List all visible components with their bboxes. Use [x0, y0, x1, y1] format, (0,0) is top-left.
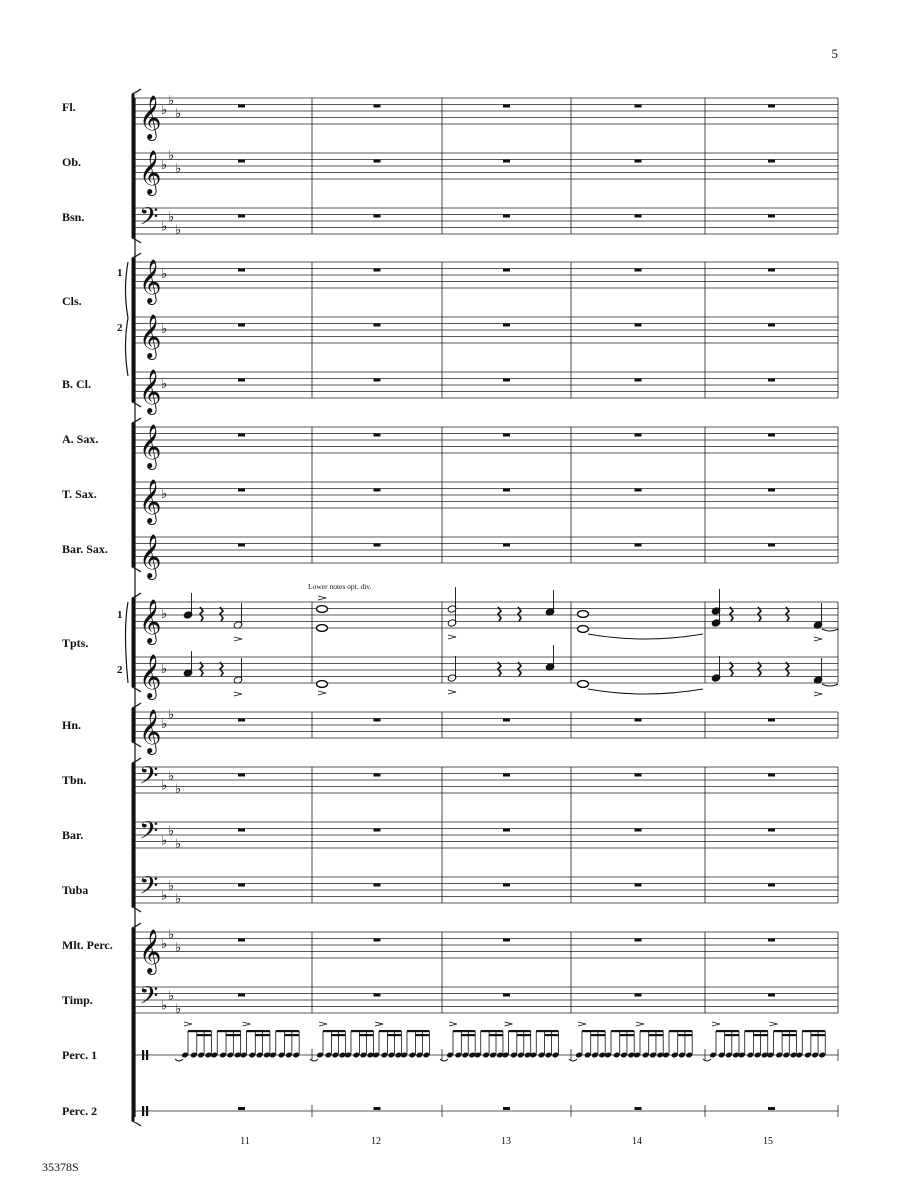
quarter-rest — [518, 662, 521, 676]
tie — [175, 1059, 183, 1061]
accent-mark — [319, 1022, 327, 1026]
flat-sign: ♭ — [175, 222, 182, 238]
bracket-hook — [132, 907, 141, 912]
staff-bsax — [135, 534, 838, 580]
whole-rest — [768, 829, 775, 832]
whole-rest — [238, 160, 245, 163]
catalog-number: 35378S — [42, 1160, 79, 1174]
flat-sign: ♭ — [161, 717, 168, 732]
bass-clef-icon: 𝄢 — [139, 761, 159, 797]
quarter-rest — [518, 607, 521, 621]
staff-mlt — [135, 927, 838, 975]
instrument-label-flute: Fl. — [62, 100, 76, 114]
trumpet-brace — [126, 602, 129, 683]
whole-rest — [635, 434, 642, 437]
measure-number-13: 13 — [501, 1136, 511, 1147]
staff-cl1 — [135, 259, 838, 305]
accent-mark — [712, 1022, 720, 1026]
note-beam — [323, 1030, 345, 1032]
whole-rest — [238, 324, 245, 327]
flat-sign: ♭ — [175, 940, 182, 956]
whole-rest — [374, 994, 381, 997]
whole-rest — [503, 160, 510, 163]
whole-rest — [374, 215, 381, 218]
accent-mark — [375, 1022, 383, 1026]
whole-rest — [635, 719, 642, 722]
bracket-hook — [132, 418, 141, 423]
staff-tbn — [135, 762, 838, 797]
quarter-rest — [200, 607, 203, 621]
treble-clef-icon: 𝄞 — [139, 929, 162, 973]
quarter-rest — [758, 662, 761, 676]
note-beam — [649, 1034, 664, 1036]
whole-rest — [374, 719, 381, 722]
flat-sign: ♭ — [161, 778, 168, 794]
instrument-label-bassoon: Bsn. — [62, 210, 85, 224]
staff-fl — [135, 93, 838, 141]
note-beam — [351, 1030, 373, 1032]
tie — [440, 1059, 448, 1061]
whole-rest — [768, 939, 775, 942]
note-beam — [745, 1030, 768, 1032]
treble-clef-icon: 𝄞 — [139, 479, 162, 523]
accent-mark — [814, 692, 822, 696]
whole-rest — [768, 160, 775, 163]
percussion-clef-icon — [146, 1050, 148, 1060]
flat-sign: ♭ — [168, 823, 175, 839]
instrument-label-mallet-perc: Mlt. Perc. — [62, 938, 113, 952]
whole-rest — [635, 774, 642, 777]
clarinet-division-2: 2 — [117, 322, 123, 334]
flat-sign: ♭ — [161, 888, 168, 904]
note-beam — [725, 1034, 739, 1036]
treble-clef-icon: 𝄞 — [139, 369, 162, 413]
quarter-rest — [220, 607, 223, 621]
bracket-hook — [132, 89, 141, 94]
note-beam — [285, 1034, 300, 1036]
whole-note — [578, 626, 589, 633]
flat-sign: ♭ — [168, 927, 175, 943]
whole-rest — [374, 160, 381, 163]
note-beam — [415, 1034, 429, 1036]
whole-rest — [374, 434, 381, 437]
note-beam — [536, 1030, 558, 1032]
tie — [310, 1059, 318, 1061]
flat-sign: ♭ — [161, 267, 168, 282]
flat-sign: ♭ — [175, 161, 182, 177]
tie — [588, 689, 703, 694]
whole-rest — [238, 939, 245, 942]
note-beam — [359, 1034, 373, 1036]
percussion-clef-icon — [146, 1106, 148, 1116]
instrument-label-trombone: Tbn. — [62, 773, 87, 787]
note-beam — [276, 1030, 299, 1032]
tie — [569, 1059, 577, 1061]
accent-mark — [243, 1022, 251, 1026]
whole-rest — [768, 215, 775, 218]
instrument-label-timpani: Timp. — [62, 993, 93, 1007]
whole-rest — [374, 269, 381, 272]
bass-clef-icon: 𝄢 — [139, 202, 159, 238]
flat-sign: ♭ — [161, 219, 168, 235]
whole-rest — [635, 160, 642, 163]
whole-rest — [374, 939, 381, 942]
whole-rest — [238, 434, 245, 437]
accent-mark — [318, 596, 326, 600]
treble-clef-icon: 𝄞 — [139, 709, 162, 753]
percussion-clef-icon — [142, 1106, 144, 1116]
whole-rest — [374, 1107, 381, 1110]
trumpet-notation — [183, 587, 838, 696]
whole-rest — [768, 324, 775, 327]
whole-rest — [503, 544, 510, 547]
staff-timp — [135, 982, 838, 1017]
whole-note — [317, 625, 328, 632]
whole-rest — [503, 1107, 510, 1110]
whole-rest — [238, 489, 245, 492]
staff-ob — [135, 148, 838, 196]
quarter-rest — [200, 662, 203, 676]
accent-mark — [184, 1022, 192, 1026]
note-beam — [678, 1034, 693, 1036]
whole-rest — [238, 1107, 245, 1110]
percussion-notation — [175, 1022, 826, 1061]
whole-rest — [503, 434, 510, 437]
whole-rest — [768, 269, 775, 272]
accent-mark — [770, 1022, 778, 1026]
whole-rest — [635, 105, 642, 108]
whole-rest — [238, 544, 245, 547]
flat-sign: ♭ — [168, 93, 175, 109]
note-beam — [217, 1030, 240, 1032]
accent-mark — [449, 1022, 457, 1026]
staff-asax — [135, 424, 838, 470]
instrument-label-bari-sax: Bar. Sax. — [62, 542, 108, 556]
treble-clef-icon: 𝄞 — [139, 314, 162, 358]
instrument-label-baritone: Bar. — [62, 828, 84, 842]
whole-rest — [503, 829, 510, 832]
flat-sign: ♭ — [168, 707, 175, 723]
flat-sign: ♭ — [161, 377, 168, 392]
flat-sign: ♭ — [168, 878, 175, 894]
clarinet-division-1: 1 — [117, 267, 123, 279]
whole-rest — [635, 884, 642, 887]
treble-clef-icon: 𝄞 — [139, 534, 162, 578]
quarter-rest — [730, 662, 733, 676]
note-beam — [802, 1030, 825, 1032]
whole-rest — [768, 379, 775, 382]
tie — [822, 629, 838, 631]
accent-mark — [505, 1022, 513, 1026]
note-beam — [774, 1030, 797, 1032]
flat-sign: ♭ — [161, 662, 168, 677]
measure-number-11: 11 — [240, 1136, 250, 1147]
note-beam — [582, 1030, 605, 1032]
whole-rest — [768, 1107, 775, 1110]
accent-mark — [448, 690, 456, 694]
accent-mark — [234, 692, 242, 696]
whole-rest — [374, 324, 381, 327]
measure-number-12: 12 — [371, 1136, 381, 1147]
staff-tsax — [135, 479, 838, 525]
whole-rest — [768, 544, 775, 547]
bracket-hook — [132, 703, 141, 708]
note-beam — [753, 1034, 767, 1036]
whole-rest — [768, 774, 775, 777]
flat-sign: ♭ — [175, 891, 182, 907]
accent-mark — [318, 691, 326, 695]
flat-sign: ♭ — [175, 781, 182, 797]
note-beam — [461, 1034, 475, 1036]
instrument-label-bass-clarinet: B. Cl. — [62, 377, 92, 391]
treble-clef-icon: 𝄞 — [139, 599, 162, 643]
whole-rest — [635, 544, 642, 547]
tie — [588, 634, 703, 639]
quarter-rest — [498, 662, 501, 676]
flat-sign: ♭ — [161, 487, 168, 502]
note-beam — [591, 1034, 606, 1036]
whole-rest — [503, 324, 510, 327]
quarter-rest — [730, 607, 733, 621]
whole-note — [578, 681, 589, 688]
note-beam — [407, 1030, 429, 1032]
instrument-label-tenor-sax: T. Sax. — [62, 487, 97, 501]
staff-bcl — [135, 369, 838, 415]
whole-rest — [635, 489, 642, 492]
accent-mark — [814, 637, 822, 641]
whole-rest — [635, 939, 642, 942]
note-beam — [545, 1034, 559, 1036]
accent-mark — [448, 635, 456, 639]
bracket-hook — [132, 923, 141, 928]
tie — [703, 1059, 711, 1061]
whole-rest — [768, 489, 775, 492]
instrument-label-clarinets: Cls. — [62, 294, 82, 308]
whole-rest — [503, 719, 510, 722]
bracket-hook — [132, 238, 141, 243]
whole-rest — [238, 829, 245, 832]
measure-number-15: 15 — [763, 1136, 773, 1147]
flat-sign: ♭ — [161, 833, 168, 849]
instrument-label-tuba: Tuba — [62, 883, 89, 897]
page-number: 5 — [831, 46, 838, 61]
whole-rest — [374, 379, 381, 382]
bracket-hook — [132, 593, 141, 598]
note-beam — [481, 1030, 503, 1032]
accent-mark — [234, 637, 242, 641]
instrument-label-horn: Hn. — [62, 718, 82, 732]
quarter-rest — [786, 607, 789, 621]
flat-sign: ♭ — [161, 103, 168, 118]
whole-rest — [503, 269, 510, 272]
flat-sign: ♭ — [161, 158, 168, 173]
flat-sign: ♭ — [168, 209, 175, 225]
whole-rest — [374, 489, 381, 492]
accent-mark — [636, 1022, 644, 1026]
treble-clef-icon: 𝄞 — [139, 424, 162, 468]
whole-rest — [768, 434, 775, 437]
note-beam — [197, 1034, 212, 1036]
whole-rest — [238, 105, 245, 108]
whole-rest — [635, 994, 642, 997]
treble-clef-icon: 𝄞 — [139, 150, 162, 194]
flat-sign: ♭ — [161, 998, 168, 1014]
whole-rest — [635, 324, 642, 327]
instrument-label-trumpets: Tpts. — [62, 636, 89, 650]
note-beam — [247, 1030, 270, 1032]
flat-sign: ♭ — [168, 988, 175, 1004]
whole-rest — [503, 489, 510, 492]
whole-rest — [503, 379, 510, 382]
whole-rest — [238, 215, 245, 218]
performance-note: Lower notes opt. div. — [308, 582, 372, 591]
note-beam — [517, 1034, 531, 1036]
tie — [822, 684, 838, 686]
instrument-label-perc-1: Perc. 1 — [62, 1048, 98, 1062]
bracket-hook — [132, 1121, 141, 1126]
note-beam — [226, 1034, 241, 1036]
quarter-rest — [498, 607, 501, 621]
bass-clef-icon: 𝄢 — [139, 981, 159, 1017]
instrument-label-perc-2: Perc. 2 — [62, 1104, 98, 1118]
whole-rest — [374, 544, 381, 547]
whole-rest — [503, 774, 510, 777]
note-beam — [716, 1030, 739, 1032]
whole-rest — [238, 994, 245, 997]
whole-rest — [374, 884, 381, 887]
flat-sign: ♭ — [161, 607, 168, 622]
treble-clef-icon: 𝄞 — [139, 259, 162, 303]
quarter-rest — [786, 662, 789, 676]
percussion-clef-icon — [142, 1050, 144, 1060]
whole-rest — [635, 829, 642, 832]
staff-hn — [135, 707, 838, 755]
staff-cl2 — [135, 314, 838, 360]
quarter-rest — [758, 607, 761, 621]
staff-tuba — [135, 872, 838, 907]
whole-rest — [503, 994, 510, 997]
bass-clef-icon: 𝄢 — [139, 871, 159, 907]
whole-rest — [768, 884, 775, 887]
whole-rest — [238, 379, 245, 382]
whole-rest — [238, 719, 245, 722]
treble-clef-icon: 𝄞 — [139, 95, 162, 139]
treble-clef-icon: 𝄞 — [139, 654, 162, 698]
trumpet-division-1: 1 — [117, 609, 123, 621]
whole-rest — [374, 105, 381, 108]
whole-rest — [374, 829, 381, 832]
bass-clef-icon: 𝄢 — [139, 816, 159, 852]
note-beam — [782, 1034, 796, 1036]
measure-number-14: 14 — [632, 1136, 642, 1147]
whole-rest — [635, 379, 642, 382]
whole-rest — [503, 215, 510, 218]
flat-sign: ♭ — [168, 768, 175, 784]
whole-rest — [768, 719, 775, 722]
clarinet-brace — [126, 262, 129, 376]
flat-sign: ♭ — [175, 106, 182, 122]
instrument-label-alto-sax: A. Sax. — [62, 432, 99, 446]
flat-sign: ♭ — [161, 322, 168, 337]
note-beam — [255, 1034, 270, 1036]
note-beam — [387, 1034, 401, 1036]
flat-sign: ♭ — [175, 836, 182, 852]
whole-rest — [635, 215, 642, 218]
note-beam — [620, 1034, 635, 1036]
flat-sign: ♭ — [168, 148, 175, 164]
whole-rest — [503, 939, 510, 942]
note-beam — [188, 1030, 211, 1032]
whole-note — [317, 681, 328, 688]
bracket-hook — [132, 253, 141, 258]
staff-bar — [135, 817, 838, 852]
whole-rest — [238, 269, 245, 272]
trumpet-division-2: 2 — [117, 664, 123, 676]
whole-rest — [374, 774, 381, 777]
flat-sign: ♭ — [161, 937, 168, 952]
whole-rest — [768, 994, 775, 997]
whole-note — [578, 611, 589, 618]
accent-mark — [578, 1022, 586, 1026]
whole-rest — [768, 105, 775, 108]
flat-sign: ♭ — [175, 1001, 182, 1017]
whole-rest — [635, 1107, 642, 1110]
note-beam — [489, 1034, 503, 1036]
note-beam — [611, 1030, 634, 1032]
whole-rest — [503, 105, 510, 108]
note-beam — [669, 1030, 692, 1032]
staff-lines — [135, 93, 838, 1116]
note-beam — [379, 1030, 401, 1032]
note-beam — [811, 1034, 825, 1036]
instrument-label-oboe: Ob. — [62, 155, 82, 169]
note-beam — [453, 1030, 475, 1032]
quarter-rest — [220, 662, 223, 676]
note-beam — [509, 1030, 531, 1032]
staff-bsn — [135, 203, 838, 238]
note-beam — [331, 1034, 345, 1036]
whole-rest — [238, 774, 245, 777]
whole-rest — [238, 884, 245, 887]
whole-note — [317, 606, 328, 613]
whole-rest — [503, 884, 510, 887]
whole-rest — [635, 269, 642, 272]
note-beam — [640, 1030, 663, 1032]
